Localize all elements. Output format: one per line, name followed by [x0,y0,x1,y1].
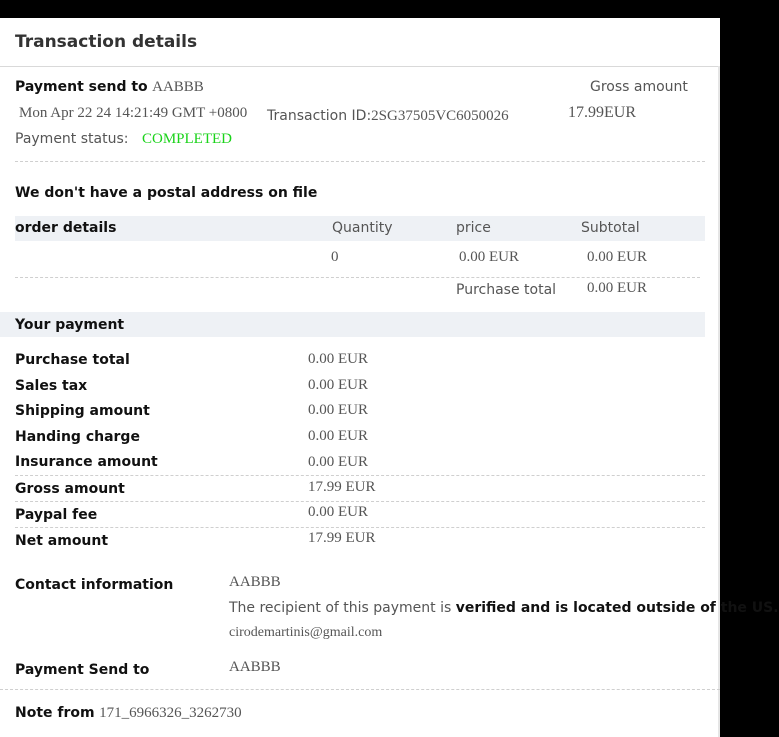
page-title: Transaction details [15,32,198,52]
payment-row-label: Net amount [15,533,109,549]
payment-row-label: Sales tax [15,378,88,394]
payment-row-value: 0.00 EUR [308,454,368,470]
divider [15,527,705,528]
payment-send-to [15,79,204,96]
panel-right-border [718,66,720,737]
divider [15,277,700,278]
gross-amount-value: 17.99EUR [568,104,636,121]
divider [0,689,720,690]
divider [15,475,705,476]
divider [15,501,705,502]
payment-row-label: Purchase total [15,352,130,368]
order-row-subtotal: 0.00 EUR [587,249,647,265]
payment-row-value: 0.00 EUR [308,351,368,367]
payment-send-to-label: Payment send to [15,79,148,95]
your-payment-title: Your payment [15,317,125,333]
order-col-subtotal: Subtotal [581,220,640,236]
transaction-details-panel [0,18,779,737]
transaction-id [267,105,509,125]
note-from-label: Note from [15,705,95,721]
order-col-price: price [456,220,491,236]
payment-send-to-value: AABBB [152,79,204,95]
payment-row-value: 0.00 EUR [308,504,368,520]
order-purchase-total-label: Purchase total [456,282,557,298]
payment-send-to-footer-value: AABBB [229,659,281,675]
order-row-quantity: 0 [331,249,339,265]
divider [15,161,705,162]
verified-note-bold: verified and is located outside of the US. [455,600,779,616]
recipient-verified-note [229,600,779,616]
payment-row-label: Insurance amount [15,454,158,470]
contact-information-label: Contact information [15,577,174,593]
order-row-price: 0.00 EUR [459,249,519,265]
order-purchase-total-value: 0.00 EUR [587,280,647,296]
payment-row-value: 17.99 EUR [308,530,376,546]
order-col-quantity: Quantity [332,220,393,236]
payment-row-label: Handing charge [15,429,140,445]
payment-row-label: Paypal fee [15,507,98,523]
payment-row-value: 0.00 EUR [308,428,368,444]
order-details-title: order details [15,220,117,236]
postal-address-notice: We don't have a postal address on file [15,185,318,201]
panel-header [0,18,720,67]
payment-row-value: 0.00 EUR [308,402,368,418]
payment-row-value: 0.00 EUR [308,377,368,393]
contact-email[interactable]: cirodemartinis@gmail.com [229,625,383,640]
note-from-value: 171_6966326_3262730 [99,705,242,721]
transaction-id-label: Transaction ID: [267,108,372,124]
payment-row-label: Shipping amount [15,403,150,419]
transaction-id-value: 2SG37505VC6050026 [371,108,509,124]
payment-send-to-footer-label: Payment Send to [15,662,150,678]
payment-row-label: Gross amount [15,481,125,497]
payment-status-label: Payment status: [15,131,129,147]
transaction-timestamp: Mon Apr 22 24 14:21:49 GMT +0800 [19,105,248,121]
payment-row-value: 17.99 EUR [308,479,376,495]
note-from [15,705,242,722]
contact-name: AABBB [229,574,281,590]
verified-note-prefix: The recipient of this payment is [229,600,456,616]
payment-status-badge: COMPLETED [142,131,232,147]
gross-amount-label: Gross amount [590,79,688,95]
